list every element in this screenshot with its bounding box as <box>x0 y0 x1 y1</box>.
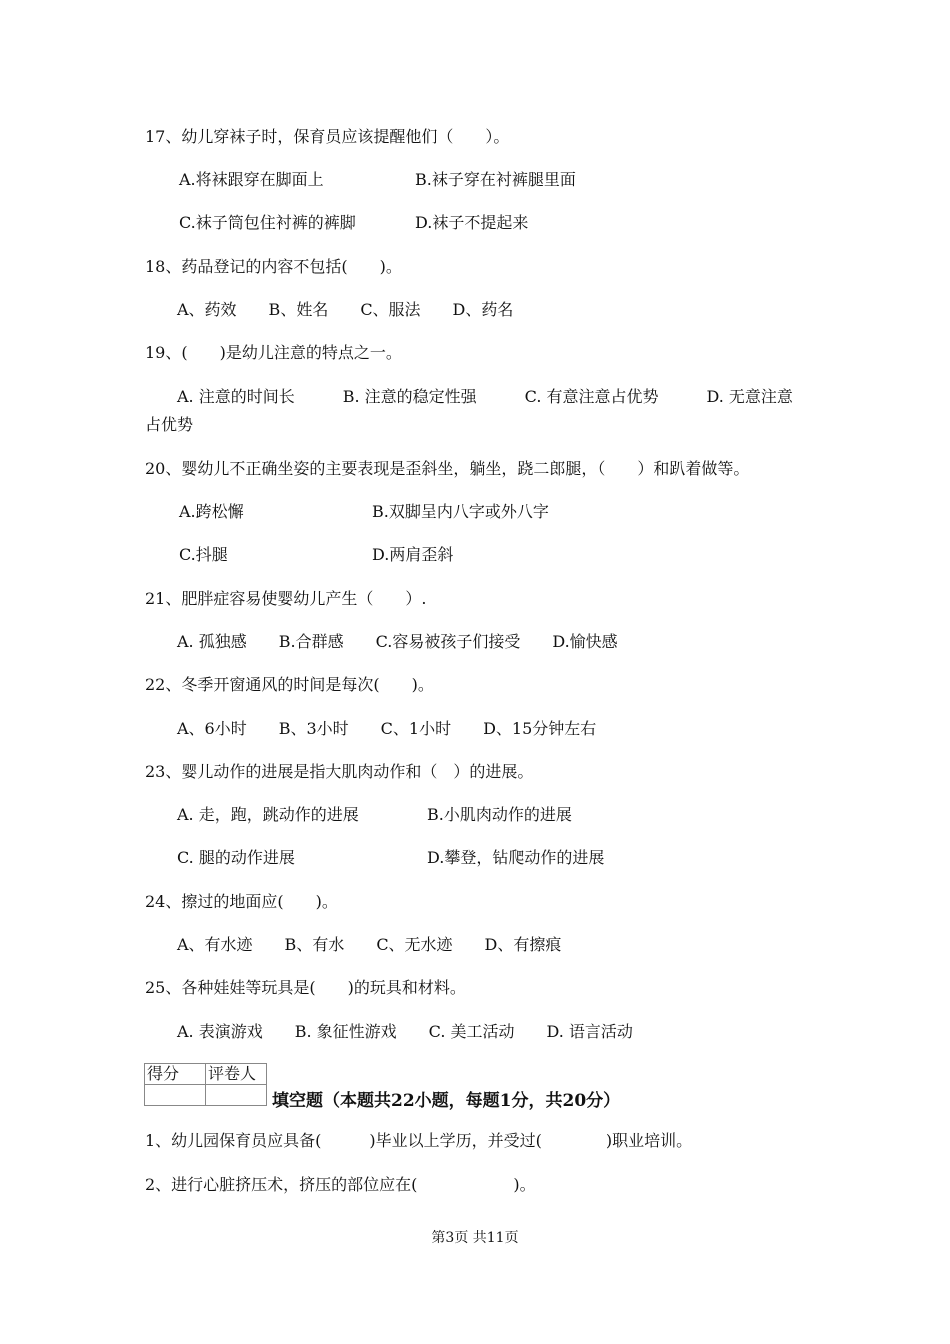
grader-header: 评卷人 <box>206 1064 267 1085</box>
q23-option-d: D.攀登，钻爬动作的进展 <box>427 848 605 867</box>
q19-options-wrap: 占优势 <box>145 415 194 434</box>
q23-option-b: B.小肌肉动作的进展 <box>427 805 572 824</box>
question-20: 20、婴幼儿不正确坐姿的主要表现是歪斜坐，躺坐，跷二郎腿，（ ）和趴着做等。 <box>145 459 750 478</box>
q17-option-a: A.将袜跟穿在脚面上 <box>179 170 324 189</box>
q22-options: A、6小时 B、3小时 C、1小时 D、15分钟左右 <box>177 719 597 738</box>
question-25: 25、各种娃娃等玩具是( )的玩具和材料。 <box>145 978 466 997</box>
fill-question-1: 1、幼儿园保育员应具备( )毕业以上学历，并受过( )职业培训。 <box>145 1131 693 1150</box>
q23-option-a: A. 走，跑，跳动作的进展 <box>177 805 359 824</box>
q25-options: A. 表演游戏 B. 象征性游戏 C. 美工活动 D. 语言活动 <box>177 1022 633 1041</box>
q17-option-c: C.袜子筒包住衬裤的裤脚 <box>179 213 356 232</box>
question-22: 22、冬季开窗通风的时间是每次( )。 <box>145 675 434 694</box>
q17-option-d: D.袜子不提起来 <box>415 213 529 232</box>
question-24: 24、擦过的地面应( )。 <box>145 892 338 911</box>
question-18: 18、药品登记的内容不包括( )。 <box>145 257 402 276</box>
page-footer: 第3页 共11页 <box>431 1230 519 1246</box>
q18-options: A、药效 B、姓名 C、服法 D、药名 <box>177 300 514 319</box>
q20-option-d: D.两肩歪斜 <box>372 545 454 564</box>
fill-question-2: 2、进行心脏挤压术，挤压的部位应在( )。 <box>145 1175 536 1194</box>
q19-options: A. 注意的时间长 B. 注意的稳定性强 C. 有意注意占优势 D. 无意注意 <box>177 387 793 406</box>
q23-option-c: C. 腿的动作进展 <box>177 848 295 867</box>
q21-options: A. 孤独感 B.合群感 C.容易被孩子们接受 D.愉快感 <box>177 632 618 651</box>
grader-cell <box>206 1085 267 1106</box>
score-header: 得分 <box>145 1064 206 1085</box>
q20-option-b: B.双脚呈内八字或外八字 <box>372 502 549 521</box>
q20-option-c: C.抖腿 <box>179 545 228 564</box>
question-17: 17、幼儿穿袜子时，保育员应该提醒他们（ ）。 <box>145 127 510 146</box>
score-cell <box>145 1085 206 1106</box>
section-title: 填空题（本题共22小题，每题1分，共20分） <box>272 1091 621 1111</box>
q17-option-b: B.袜子穿在衬裤腿里面 <box>415 170 576 189</box>
q24-options: A、有水迹 B、有水 C、无水迹 D、有擦痕 <box>177 935 562 954</box>
question-21: 21、肥胖症容易使婴幼儿产生（ ）. <box>145 589 427 608</box>
question-23: 23、婴儿动作的进展是指大肌肉动作和（ ）的进展。 <box>145 762 534 781</box>
q20-option-a: A.跨松懈 <box>179 502 244 521</box>
score-table <box>144 1063 267 1106</box>
question-19: 19、( )是幼儿注意的特点之一。 <box>145 343 402 362</box>
